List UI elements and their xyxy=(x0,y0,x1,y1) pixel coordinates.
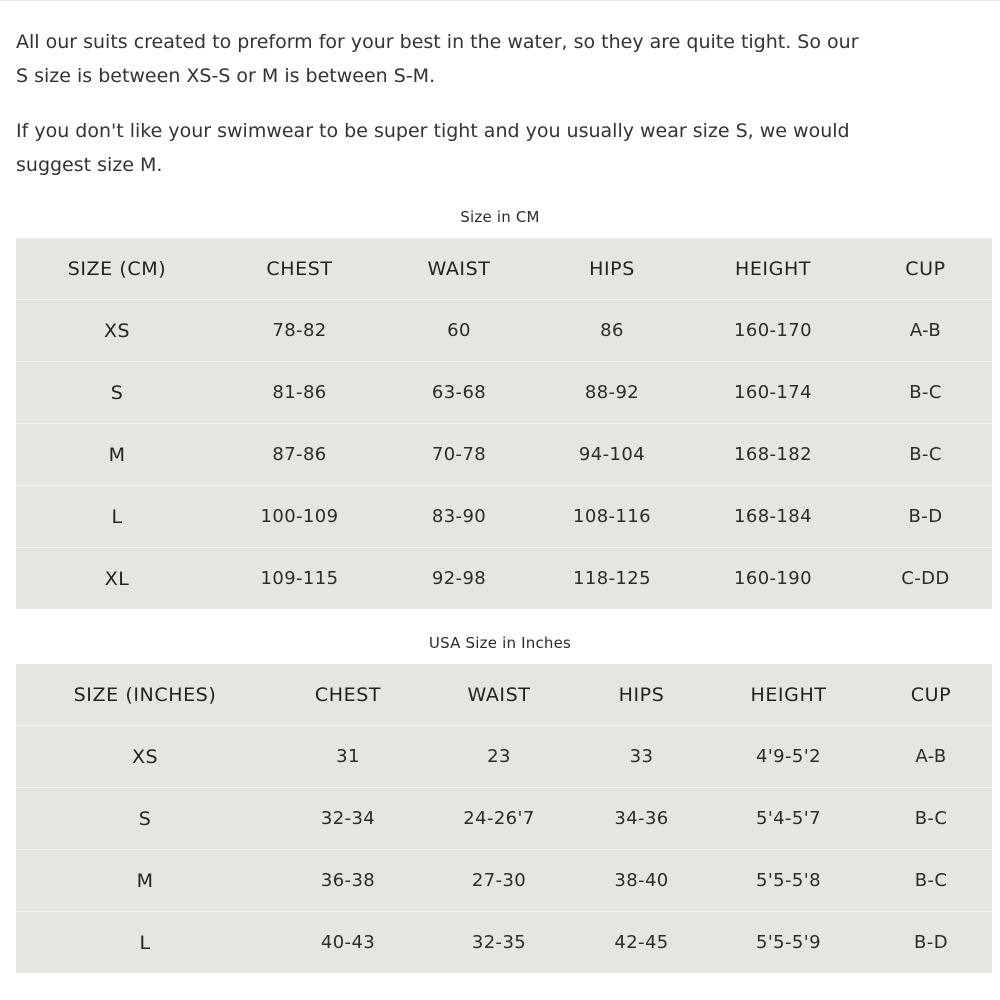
height-cell: 168-184 xyxy=(687,486,859,548)
inch-size-table xyxy=(16,664,992,973)
size-cell: L xyxy=(16,486,218,548)
table-header-row xyxy=(16,238,992,300)
cup-cell: C-DD xyxy=(901,568,950,589)
table-row xyxy=(16,424,992,486)
height-cell: 160-174 xyxy=(687,362,859,424)
hips-cell: 88-92 xyxy=(537,362,687,424)
inch-table-caption: USA Size in Inches xyxy=(428,634,572,652)
intro-paragraph-suggestion xyxy=(16,114,986,182)
size-cell: XL xyxy=(104,567,130,590)
size-cell: S xyxy=(16,362,218,424)
cup-cell: B-C xyxy=(870,788,992,850)
column-header: HIPS xyxy=(537,238,687,300)
top-divider xyxy=(0,0,1000,1)
height-cell: 160-170 xyxy=(687,300,859,362)
chest-cell: 31 xyxy=(274,726,422,788)
intro-line: All our suits created to preform for your best in the water, so they are quite tight. So our xyxy=(16,31,859,53)
waist-cell: 70-78 xyxy=(381,424,537,486)
size-cell: M xyxy=(16,424,218,486)
column-header: SIZE (INCHES) xyxy=(16,664,274,726)
waist-cell: 60 xyxy=(381,300,537,362)
column-header: SIZE (CM) xyxy=(16,238,218,300)
table-row xyxy=(16,726,992,788)
waist-cell: 27-30 xyxy=(422,850,576,912)
chest-cell: 100-109 xyxy=(218,486,381,548)
size-cell: M xyxy=(16,850,274,912)
waist-cell: 83-90 xyxy=(381,486,537,548)
cup-cell: A-B xyxy=(859,300,992,362)
column-header: CHEST xyxy=(274,664,422,726)
hips-cell: 108-116 xyxy=(537,486,687,548)
cup-cell: B-D xyxy=(859,486,992,548)
intro-paragraph-fit xyxy=(16,25,986,93)
size-cell: XS xyxy=(16,726,274,788)
column-header: WAIST xyxy=(422,664,576,726)
column-header: HEIGHT xyxy=(707,664,870,726)
hips-cell: 33 xyxy=(576,726,707,788)
table-row xyxy=(16,362,992,424)
table-row xyxy=(16,788,992,850)
chest-cell: 81-86 xyxy=(218,362,381,424)
waist-cell: 23 xyxy=(422,726,576,788)
waist-cell: 32-35 xyxy=(471,932,527,953)
hips-cell: 86 xyxy=(537,300,687,362)
chest-cell: 78-82 xyxy=(218,300,381,362)
table-row xyxy=(16,486,992,548)
chest-cell: 40-43 xyxy=(320,932,376,953)
hips-cell: 38-40 xyxy=(576,850,707,912)
column-header: WAIST xyxy=(381,238,537,300)
cm-size-table xyxy=(16,238,992,609)
waist-cell: 63-68 xyxy=(381,362,537,424)
waist-cell: 24-26'7 xyxy=(422,788,576,850)
cup-cell: A-B xyxy=(870,726,992,788)
chest-cell: 36-38 xyxy=(274,850,422,912)
height-cell: 5'4-5'7 xyxy=(707,788,870,850)
table-header-row xyxy=(16,664,992,726)
hips-cell: 42-45 xyxy=(614,932,669,953)
table-row xyxy=(16,300,992,362)
hips-cell: 118-125 xyxy=(572,568,651,589)
height-cell: 5'5-5'9 xyxy=(755,932,821,953)
column-header: CUP xyxy=(870,664,992,726)
intro-line: S size is between XS-S or M is between S-M. xyxy=(16,65,436,87)
chest-cell: 32-34 xyxy=(274,788,422,850)
size-cell: XS xyxy=(16,300,218,362)
column-header: CUP xyxy=(859,238,992,300)
hips-cell: 94-104 xyxy=(537,424,687,486)
chest-cell: 87-86 xyxy=(218,424,381,486)
column-header: HEIGHT xyxy=(687,238,859,300)
table-row xyxy=(16,912,992,974)
cup-cell: B-C xyxy=(870,850,992,912)
table-row xyxy=(16,850,992,912)
intro-line: If you don't like your swimwear to be super tight and you usually wear size S, we would xyxy=(16,120,850,142)
height-cell: 5'5-5'8 xyxy=(707,850,870,912)
height-cell: 168-182 xyxy=(687,424,859,486)
hips-cell: 34-36 xyxy=(576,788,707,850)
chest-cell: 109-115 xyxy=(260,568,339,589)
intro-line: suggest size M. xyxy=(16,154,163,176)
column-header: HIPS xyxy=(576,664,707,726)
height-cell: 4'9-5'2 xyxy=(707,726,870,788)
cm-table-caption: Size in CM xyxy=(460,208,540,226)
height-cell: 160-190 xyxy=(733,568,812,589)
column-header: CHEST xyxy=(218,238,381,300)
cup-cell: B-C xyxy=(859,424,992,486)
size-cell: L xyxy=(139,931,151,954)
cup-cell: B-C xyxy=(859,362,992,424)
waist-cell: 92-98 xyxy=(431,568,487,589)
size-cell: S xyxy=(16,788,274,850)
table-row xyxy=(16,548,992,610)
cup-cell: B-D xyxy=(914,932,948,953)
